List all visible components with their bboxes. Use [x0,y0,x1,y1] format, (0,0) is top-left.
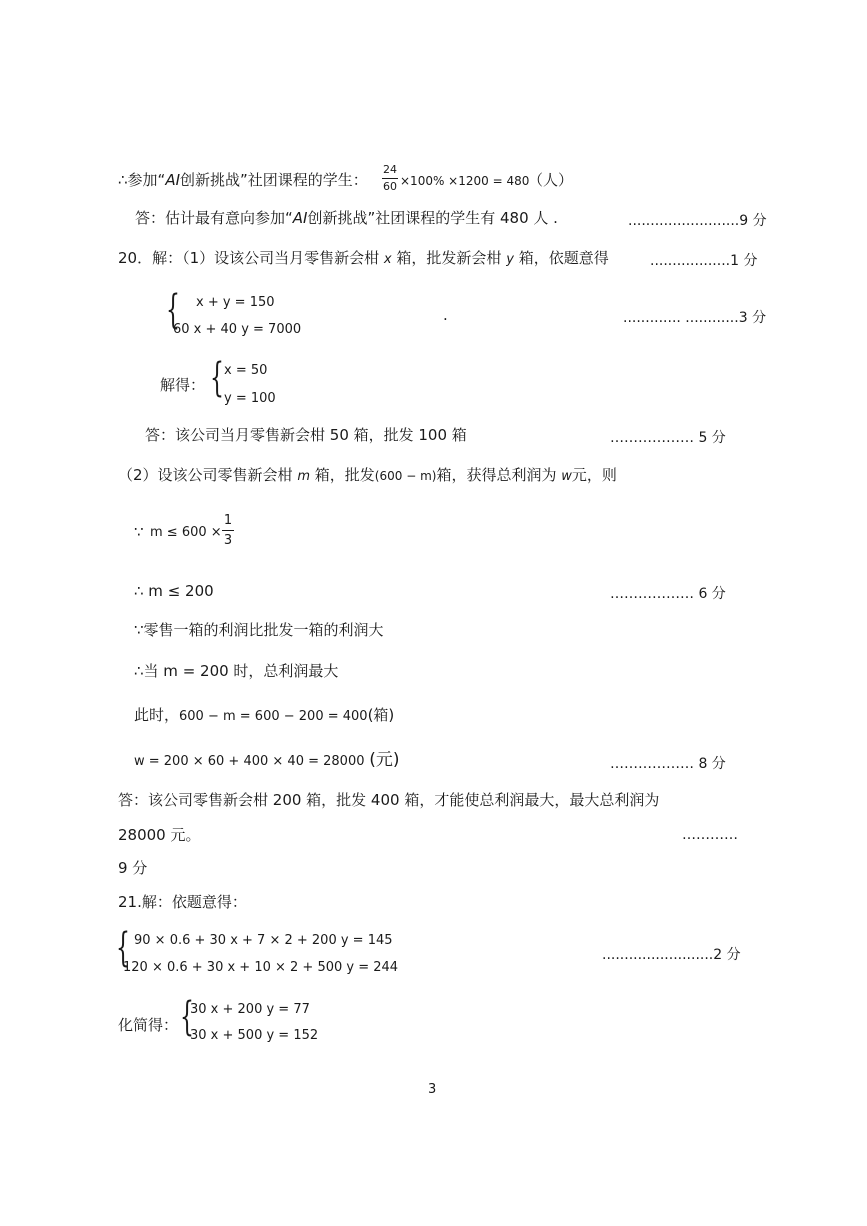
brace-solution: { [210,355,224,401]
unit-person: （人） [528,171,574,189]
simplified-a: 30 x + 200 y = 77 [190,1002,310,1017]
equation-1a: x + y = 150 [196,295,275,310]
brace-system2: { [116,925,130,971]
answer-20-2: 答：该公司零售新会柑 200 箱，批发 400 箱，才能使总利润最大，最大总利润为 [118,791,660,809]
percent-expression: ×100% ×1200 = 480 [400,174,530,188]
score-3: ............. ............3 分 [623,310,767,326]
score-9: .........................9 分 [628,213,767,229]
simplified-label: 化简得： [118,1016,179,1034]
solution-x: x = 50 [224,363,268,378]
fraction-1-3: 1 3 [223,513,233,548]
score-6: ……………… 6 分 [610,586,726,602]
simplified-b: 30 x + 500 y = 152 [190,1028,319,1043]
ai-text: AI [165,171,181,189]
page-number: 3 [428,1082,437,1097]
now-line: 此时，600 − m = 600 − 200 = 400(箱) [134,706,395,724]
score-8: ……………… 8 分 [610,756,726,772]
brace-system1: { [166,287,180,333]
score-5: ……………… 5 分 [610,430,726,446]
reason-line: ∵零售一箱的利润比批发一箱的利润大 [134,621,384,639]
stray-dot: . [443,306,448,324]
score-1: ..................1 分 [650,253,758,269]
score-2: .........................2 分 [602,947,741,963]
brace-simplified: { [180,994,194,1040]
q20-part2: （2）设该公司零售新会柑 m 箱，批发(600 − m)箱，获得总利润为 w元，则 [118,466,617,484]
q21-header: 21.解：依题意得： [118,893,247,911]
w-line: w = 200 × 60 + 400 × 40 = 28000 (元) [134,750,400,770]
solved-label: 解得： [160,376,206,394]
m-le-200: ∴ m ≤ 200 [134,582,214,600]
max-line: ∴当 m = 200 时，总利润最大 [134,662,339,680]
answer-19: 答：估计最有意向参加“AI创新挑战”社团课程的学生有 480 人 . [135,209,558,227]
score-9-dots: ………… [682,827,738,843]
equation-2a: 90 × 0.6 + 30 x + 7 × 2 + 200 y = 145 [134,933,393,948]
q20-header: 20．解：（1）设该公司当月零售新会柑 x 箱，批发新会柑 y 箱，依题意得 [118,249,609,267]
solution-y: y = 100 [224,391,276,406]
answer-20-2b: 28000 元。 [118,826,201,844]
equation-2b: 120 × 0.6 + 30 x + 10 × 2 + 500 y = 244 [123,960,399,975]
fraction-24-60: 24 60 [383,163,397,193]
answer-20-1: 答：该公司当月零售新会柑 50 箱，批发 100 箱 [145,426,467,444]
score-9-label: 9 分 [118,859,148,877]
because-symbol: ∵ [134,523,144,541]
inequality: m ≤ 600 × [150,525,222,540]
line-participants: ∴参加“AI创新挑战”社团课程的学生： [118,171,368,189]
equation-1b: 60 x + 40 y = 7000 [173,322,302,337]
